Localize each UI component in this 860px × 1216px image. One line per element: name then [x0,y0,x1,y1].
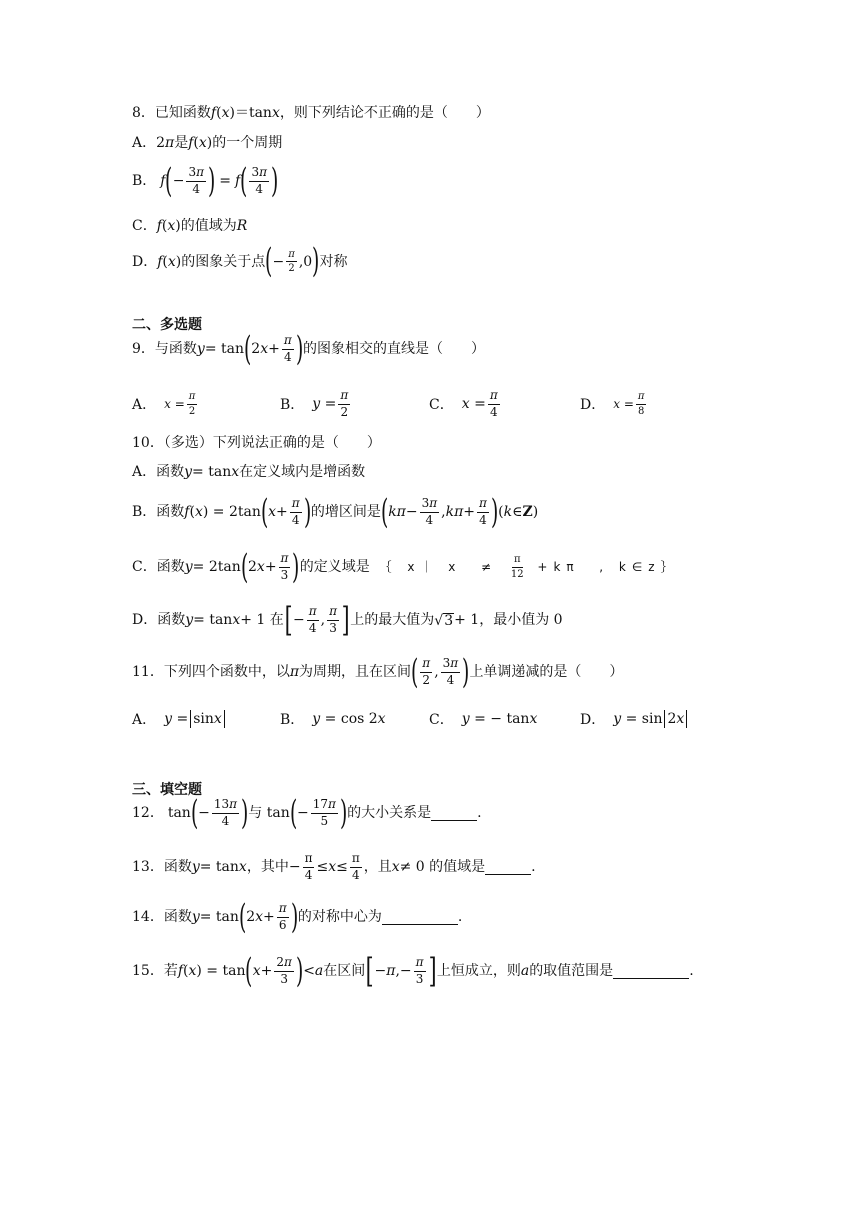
question-11-option-c: C． y = − tan x [429,711,538,728]
question-13: 13．函数 y = tan x ，其中− $\frac{\pi}{4}$ ≤ x ≤ $\frac{\pi}{4}$ ，且 x ≠ 0 的值域是 . [132,851,536,882]
question-10-stem: 10．（多选）下列说法正确的是（ ） [132,435,381,451]
question-8-stem: 8．已知函数 f ( x )＝tan x ，则下列结论不正确的是（ ） [132,105,490,121]
question-11-option-d: D． y = sin 2 x [580,705,689,733]
question-11-option-b: B． y = cos 2 x [280,711,386,728]
question-8-option-a: A．2 π 是 f ( x )的一个周期 [132,135,283,151]
question-11-options [132,705,732,733]
question-9-option-b: B． y = $\frac{\pi}{2}$ [280,387,349,419]
question-12: 12． tan ( − $\frac{13\pi}{4}$ ) 与 tan ( − $\frac{17\pi}{5}$ ) 的大小关系是 . [132,792,482,833]
question-9-options [132,387,732,419]
question-14: 14．函数 y = tan ( 2 x + $\frac{\pi}{6}$ ) 的对称中心为 . [132,896,463,937]
question-11-option-a: A． y = sin x [132,705,227,733]
answer-blank [382,910,458,925]
question-8-option-c: C． f ( x )的值域为 R [132,218,248,234]
section-heading-fill-in: 三、填空题 [132,782,202,798]
question-15: 15．若 f ( x ) = tan ( x + $\frac{2\pi}{3}$ ) < a 在区间 [ − π ,− $\frac{\pi}{3}$ ] 上恒成立，则 a 的取值范围是 . [132,950,694,991]
answer-blank [431,806,477,821]
section-heading-multiple-choice: 二、多选题 [132,317,202,333]
question-9-option-c: C． x = $\frac{\pi}{4}$ [429,387,498,419]
question-10-option-c: C．函数 y = 2tan ( 2 x + $\frac{\pi}{3}$ ) 的定义域是 ｛ x｜ x ≠ $\frac{\pi}{12}$ +kπ , k∈z｝ [132,546,679,587]
question-8-option-b: B． f ( − $\frac{3\pi}{4}$ ) = f ( $\frac{3\pi}{4}$ ) [132,160,279,201]
question-10-option-b: B．函数 f ( x ) = 2tan ( x + $\frac{\pi}{4}$ ) 的增区间是 ( kπ − $\frac{3\pi}{4}$ , kπ + $\frac{\pi}{4}$ ) ( k ∈ Z ) [132,491,539,532]
question-9-option-a: A． x = $\frac{\pi}{2}$ [132,391,196,417]
question-11-stem: 11．下列四个函数中，以 π 为周期，且在区间 ( $\frac{\pi}{2}$ , $\frac{3\pi}{4}$ ) 上单调递减的是（ ） [132,651,624,692]
question-8-option-d: D． f ( x )的图象关于点 ( − $\frac{\pi}{2}$ ,0 ) 对称 [132,241,348,281]
question-10-option-d: D．函数 y = tan x + 1 在 [ − $\frac{\pi}{4}$ , $\frac{\pi}{3}$ ] 上的最大值为 √ 3 + 1，最小值为 0 [132,599,563,640]
question-10-option-a: A．函数 y = tan x 在定义域内是增函数 [132,464,366,480]
question-9-stem: 9．与函数 y = tan ( 2 x + $\frac{\pi}{4}$ ) 的图象相交的直线是（ ） [132,328,485,369]
answer-blank [613,964,689,979]
question-9-option-d: D． x = $\frac{\pi}{8}$ [580,391,645,417]
answer-blank [485,860,531,875]
